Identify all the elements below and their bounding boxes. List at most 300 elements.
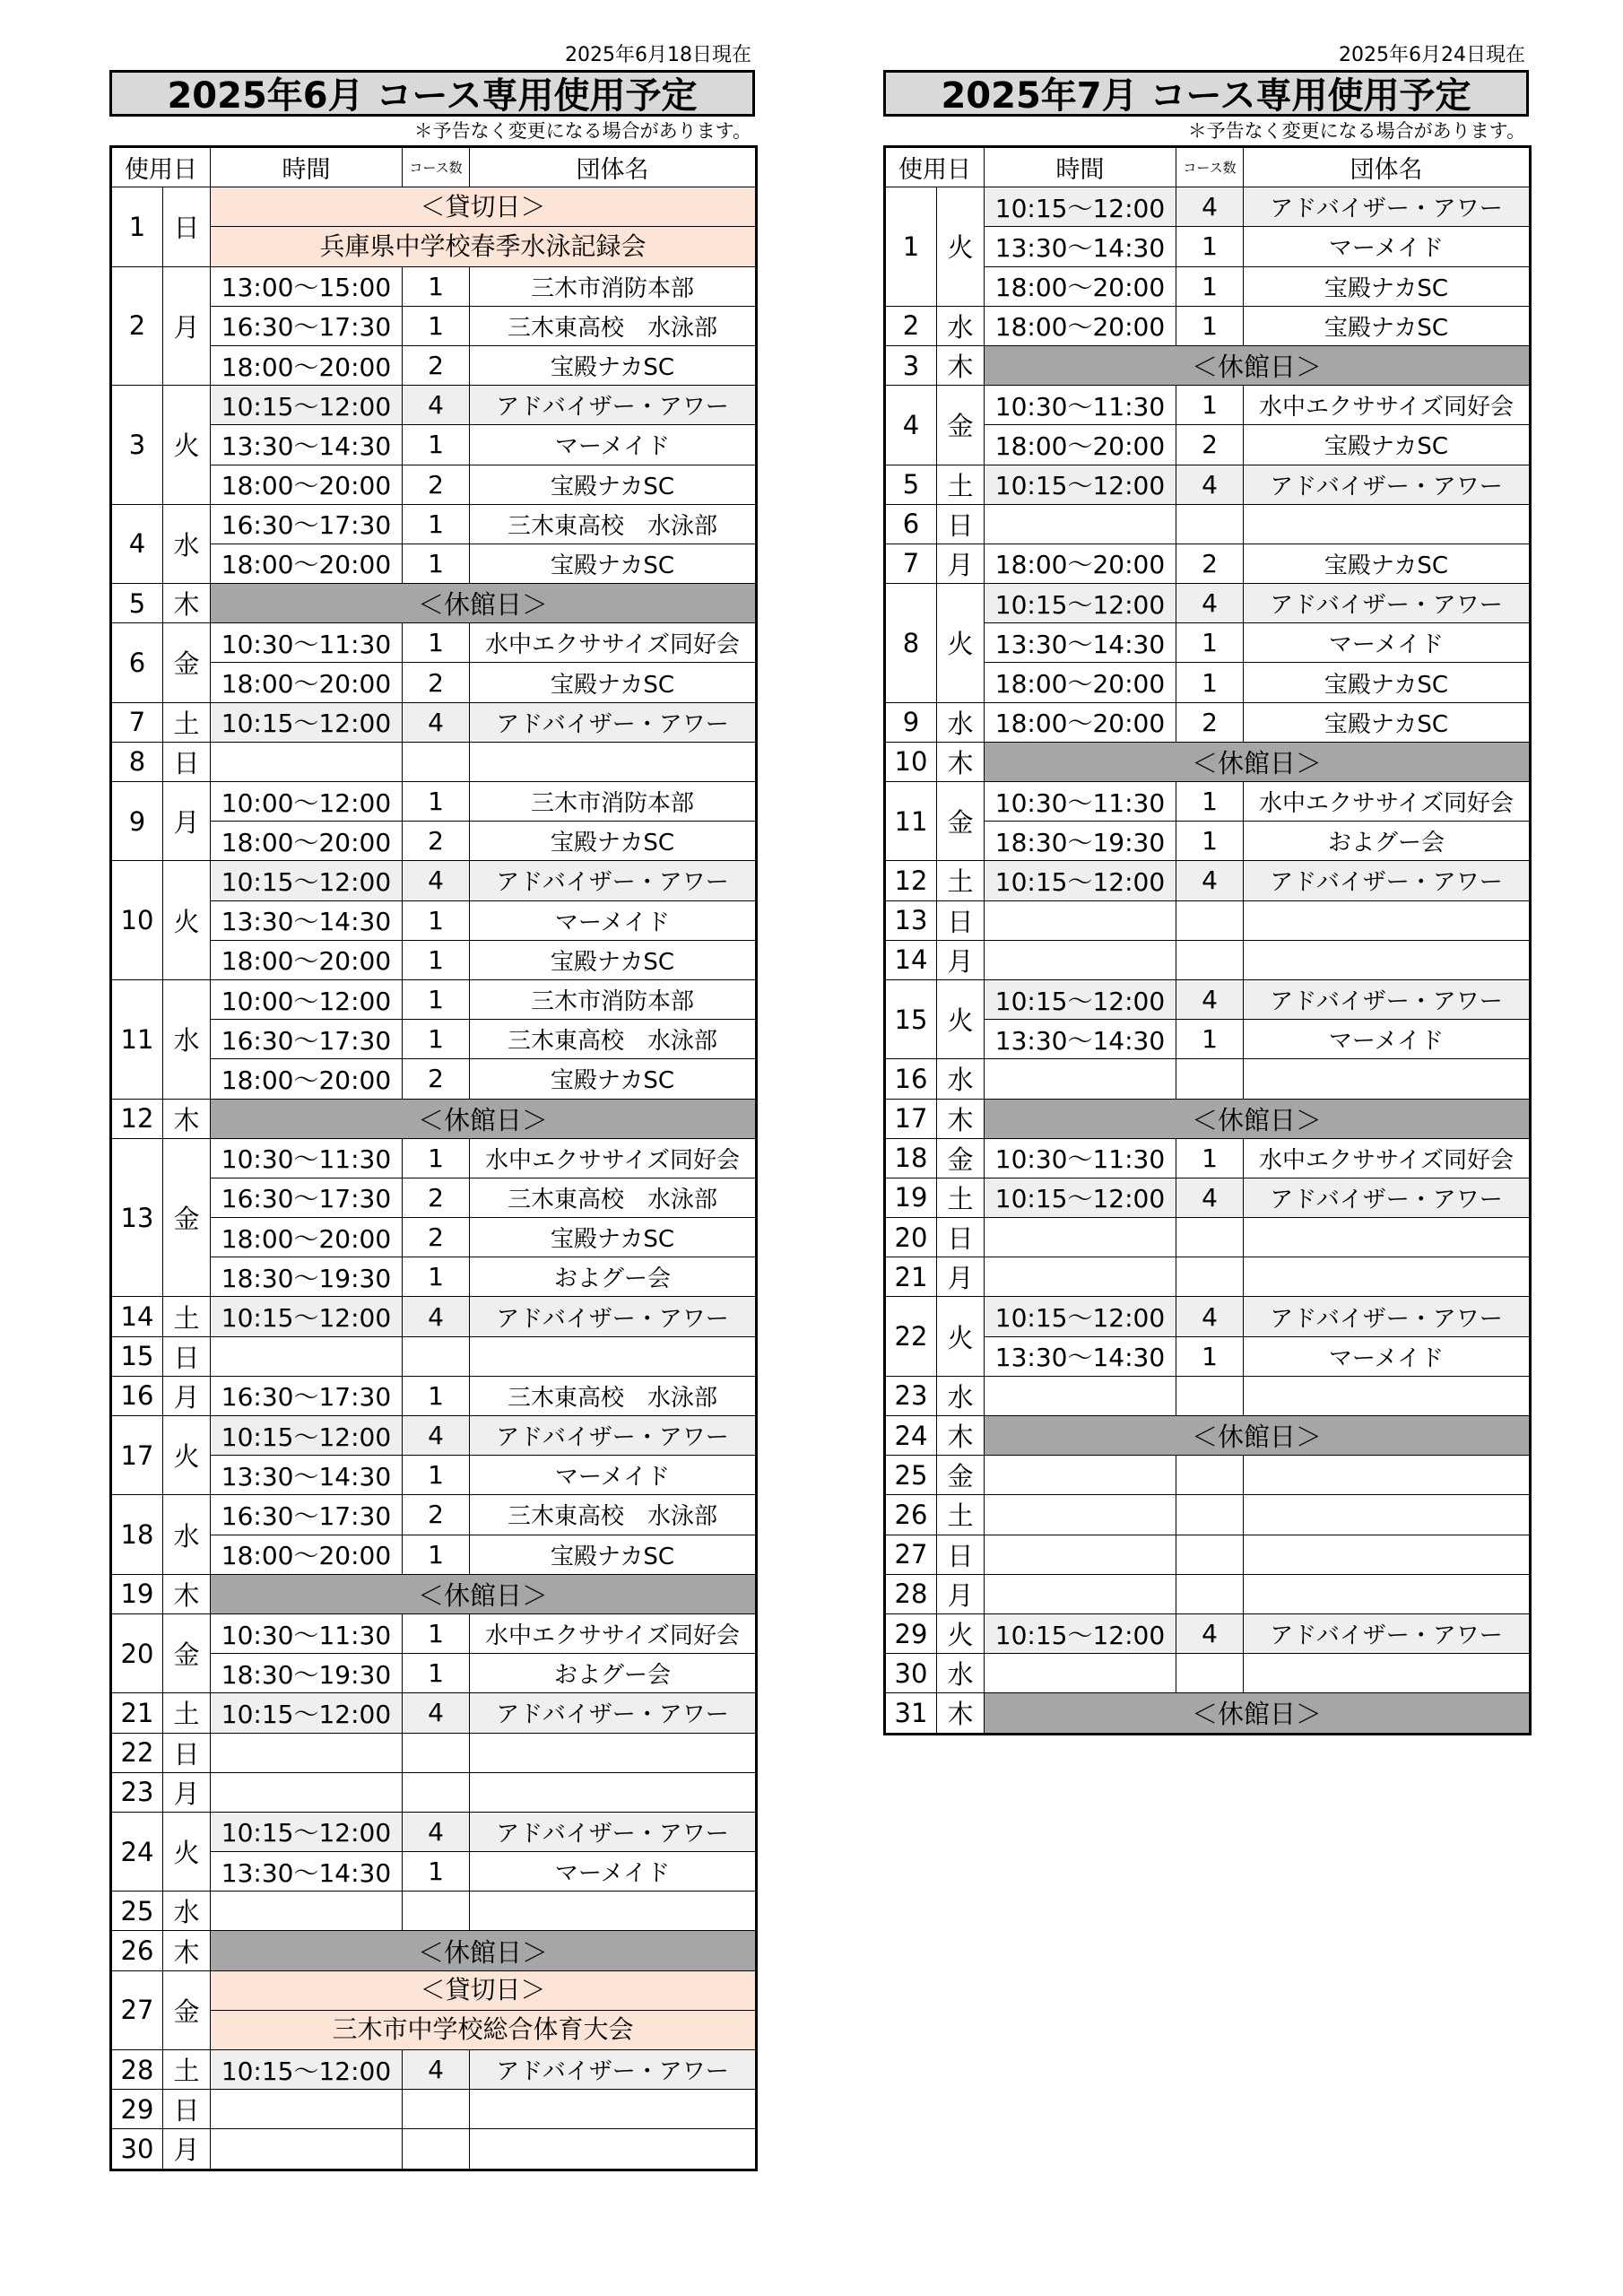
lane-count: 2 (1176, 702, 1244, 742)
time-slot (211, 742, 403, 781)
time-slot: 13:30～14:30 (985, 623, 1176, 663)
day-number: 15 (885, 979, 937, 1058)
weekday: 木 (937, 345, 985, 385)
day-row (111, 1099, 757, 1138)
day-number: 11 (885, 782, 937, 861)
lane-count (403, 1733, 470, 1772)
schedule-title: 2025年6月 コース専用使用予定 (109, 70, 755, 117)
reserved-day-label: ＜貸切日＞ (211, 187, 757, 227)
table-row (885, 1654, 1531, 1693)
day-number: 25 (885, 1456, 937, 1495)
lane-count: 2 (1176, 544, 1244, 583)
table-row (111, 2090, 757, 2129)
as-of-date: 2025年6月24日現在 (1339, 44, 1525, 66)
group-name: アドバイザー・アワー (470, 1416, 757, 1456)
group-name: 三木東高校 水泳部 (470, 504, 757, 544)
group-name: およグー会 (470, 1257, 757, 1297)
group-name: 三木東高校 水泳部 (470, 1376, 757, 1415)
table-row (885, 187, 1531, 227)
table-row (885, 465, 1531, 504)
time-slot: 16:30～17:30 (211, 1178, 403, 1217)
time-slot (211, 1892, 403, 1931)
group-name (1244, 1456, 1531, 1495)
lane-count: 1 (403, 623, 470, 663)
lane-count: 1 (1176, 266, 1244, 306)
day-number: 29 (885, 1613, 937, 1653)
time-slot: 10:15～12:00 (211, 1693, 403, 1733)
weekday: 日 (937, 900, 985, 940)
lane-count: 4 (1176, 1178, 1244, 1217)
time-slot: 16:30～17:30 (211, 504, 403, 544)
table-row (111, 1693, 757, 1733)
weekday: 木 (937, 1693, 985, 1734)
time-slot: 10:15～12:00 (211, 386, 403, 425)
table-row (885, 1574, 1531, 1613)
header-lanes: コース数 (1176, 147, 1244, 187)
group-name: 水中エクササイズ同好会 (470, 1138, 757, 1178)
table-row (885, 979, 1531, 1019)
day-number: 1 (885, 187, 937, 307)
table-row (111, 1733, 757, 1772)
day-number: 28 (111, 2050, 163, 2090)
day-number: 6 (885, 504, 937, 544)
table-row (111, 2050, 757, 2090)
reserved-event-name: 三木市中学校総合体育大会 (211, 2010, 757, 2049)
reserved-event-name: 兵庫県中学校春季水泳記録会 (211, 227, 757, 266)
header-time: 時間 (985, 147, 1176, 187)
weekday: 日 (937, 1535, 985, 1574)
weekday: 水 (163, 979, 211, 1099)
group-name: 水中エクササイズ同好会 (1244, 386, 1531, 425)
weekday: 火 (937, 1297, 985, 1376)
day-number: 24 (885, 1416, 937, 1456)
group-name (1244, 1535, 1531, 1574)
group-name: アドバイザー・アワー (470, 386, 757, 425)
closed-day-label: ＜休館日＞ (211, 1931, 757, 1970)
group-name (470, 2129, 757, 2170)
day-number: 7 (885, 544, 937, 583)
time-slot: 10:15～12:00 (211, 1812, 403, 1851)
closed-day-label: ＜休館日＞ (985, 742, 1531, 781)
time-slot: 10:30～11:30 (985, 782, 1176, 822)
lane-count: 1 (1176, 822, 1244, 861)
time-slot: 16:30～17:30 (211, 1376, 403, 1415)
group-name: アドバイザー・アワー (1244, 187, 1531, 227)
group-name: アドバイザー・アワー (470, 1812, 757, 1851)
time-slot (985, 1059, 1176, 1099)
time-slot: 18:00～20:00 (985, 425, 1176, 465)
weekday: 日 (937, 504, 985, 544)
lane-count (403, 1336, 470, 1376)
lane-count (1176, 1257, 1244, 1297)
closed-day-label: ＜休館日＞ (211, 1574, 757, 1613)
lane-count (1176, 1376, 1244, 1415)
lane-count: 2 (403, 1218, 470, 1257)
weekday: 土 (163, 1297, 211, 1336)
lane-count: 2 (403, 1178, 470, 1217)
day-row (111, 1574, 757, 1613)
schedule-table (883, 145, 1532, 1735)
table-row (885, 1059, 1531, 1099)
weekday: 水 (937, 306, 985, 345)
table-row (111, 386, 757, 425)
lane-count: 4 (1176, 187, 1244, 227)
day-number: 2 (111, 266, 163, 386)
group-name (470, 1892, 757, 1931)
group-name: 宝殿ナカSC (1244, 702, 1531, 742)
table-row (885, 1456, 1531, 1495)
day-number: 18 (885, 1138, 937, 1178)
reserved-day-label: ＜貸切日＞ (211, 1970, 757, 2010)
header-day: 使用日 (111, 147, 211, 187)
lane-count: 1 (403, 1613, 470, 1653)
lane-count: 1 (403, 979, 470, 1019)
closed-day-label: ＜休館日＞ (211, 1099, 757, 1138)
table-row (885, 782, 1531, 822)
time-slot: 10:15～12:00 (985, 1613, 1176, 1653)
time-slot: 10:00～12:00 (211, 782, 403, 822)
group-name: マーメイド (1244, 1020, 1531, 1059)
change-notice: ＊予告なく変更になる場合があります。 (413, 120, 751, 142)
day-number: 11 (111, 979, 163, 1099)
day-number: 5 (885, 465, 937, 504)
time-slot (211, 1733, 403, 1772)
table-row (885, 1495, 1531, 1535)
header-time: 時間 (211, 147, 403, 187)
time-slot: 10:15～12:00 (211, 1416, 403, 1456)
weekday: 水 (163, 1495, 211, 1574)
weekday: 木 (937, 1099, 985, 1138)
table-row (885, 1138, 1531, 1178)
day-number: 18 (111, 1495, 163, 1574)
lane-count: 1 (1176, 623, 1244, 663)
time-slot (985, 1456, 1176, 1495)
lane-count: 1 (1176, 1138, 1244, 1178)
lane-count (1176, 900, 1244, 940)
lane-count: 1 (403, 1257, 470, 1297)
lane-count: 1 (1176, 1336, 1244, 1376)
lane-count: 4 (1176, 465, 1244, 504)
day-row (885, 1693, 1531, 1734)
table-row (111, 266, 757, 306)
weekday: 水 (163, 504, 211, 583)
table-row (885, 1613, 1531, 1653)
lane-count: 1 (1176, 782, 1244, 822)
group-name: アドバイザー・アワー (1244, 979, 1531, 1019)
day-number: 20 (885, 1218, 937, 1257)
time-slot: 16:30～17:30 (211, 1495, 403, 1535)
lane-count: 1 (1176, 306, 1244, 345)
weekday: 金 (937, 1138, 985, 1178)
group-name (470, 1733, 757, 1772)
day-number: 23 (111, 1772, 163, 1812)
table-row (111, 1495, 757, 1535)
lane-count: 2 (403, 1059, 470, 1099)
day-number: 21 (885, 1257, 937, 1297)
time-slot: 10:15～12:00 (985, 1178, 1176, 1217)
day-row (885, 1099, 1531, 1138)
group-name (1244, 1218, 1531, 1257)
lane-count: 1 (403, 900, 470, 940)
lane-count (403, 1892, 470, 1931)
lane-count: 1 (403, 1456, 470, 1495)
day-number: 17 (885, 1099, 937, 1138)
closed-day-label: ＜休館日＞ (211, 584, 757, 623)
group-name: 宝殿ナカSC (470, 663, 757, 702)
day-number: 23 (885, 1376, 937, 1415)
weekday: 火 (163, 861, 211, 980)
weekday: 水 (937, 702, 985, 742)
lane-count: 2 (403, 345, 470, 385)
weekday: 日 (163, 2090, 211, 2129)
group-name: 宝殿ナカSC (1244, 266, 1531, 306)
time-slot: 18:00～20:00 (211, 1218, 403, 1257)
lane-count: 4 (1176, 584, 1244, 623)
day-number: 29 (111, 2090, 163, 2129)
lane-count (1176, 1456, 1244, 1495)
table-row (111, 1336, 757, 1376)
day-number: 15 (111, 1336, 163, 1376)
weekday: 土 (937, 861, 985, 900)
time-slot (985, 1574, 1176, 1613)
time-slot (985, 1257, 1176, 1297)
time-slot: 10:15～12:00 (985, 584, 1176, 623)
day-number: 24 (111, 1812, 163, 1891)
time-slot: 13:30～14:30 (985, 227, 1176, 266)
table-row (111, 861, 757, 900)
lane-count (403, 742, 470, 781)
weekday: 水 (163, 1892, 211, 1931)
time-slot: 10:15～12:00 (211, 702, 403, 742)
time-slot: 10:15～12:00 (985, 187, 1176, 227)
day-number: 30 (111, 2129, 163, 2170)
lane-count: 2 (403, 822, 470, 861)
time-slot (985, 1218, 1176, 1257)
weekday: 日 (937, 1218, 985, 1257)
group-name (470, 2090, 757, 2129)
group-name: アドバイザー・アワー (470, 861, 757, 900)
weekday: 土 (163, 702, 211, 742)
time-slot: 18:00～20:00 (211, 1059, 403, 1099)
day-number: 22 (885, 1297, 937, 1376)
day-number: 26 (111, 1931, 163, 1970)
weekday: 日 (163, 1733, 211, 1772)
group-name: 三木東高校 水泳部 (470, 1178, 757, 1217)
weekday: 日 (163, 1336, 211, 1376)
lane-count: 4 (1176, 979, 1244, 1019)
day-number: 26 (885, 1495, 937, 1535)
schedule-table (109, 145, 758, 2171)
time-slot (985, 504, 1176, 544)
group-name: 宝殿ナカSC (470, 465, 757, 504)
lane-count: 1 (1176, 227, 1244, 266)
time-slot: 10:15～12:00 (985, 979, 1176, 1019)
time-slot: 10:30～11:30 (985, 386, 1176, 425)
weekday: 日 (163, 187, 211, 266)
weekday: 日 (163, 742, 211, 781)
table-row (885, 584, 1531, 623)
table-row (111, 1376, 757, 1415)
lane-count: 1 (1176, 386, 1244, 425)
group-name: マーメイド (470, 1456, 757, 1495)
group-name: 宝殿ナカSC (470, 544, 757, 583)
closed-day-label: ＜休館日＞ (985, 1099, 1531, 1138)
lane-count: 1 (403, 504, 470, 544)
day-number: 12 (885, 861, 937, 900)
group-name (1244, 1257, 1531, 1297)
time-slot: 13:30～14:30 (211, 1852, 403, 1892)
time-slot: 10:00～12:00 (211, 979, 403, 1019)
time-slot: 10:15～12:00 (985, 465, 1176, 504)
group-name: アドバイザー・アワー (1244, 465, 1531, 504)
july-schedule-panel (883, 43, 1529, 1735)
table-row (111, 782, 757, 822)
time-slot: 18:00～20:00 (985, 266, 1176, 306)
time-slot: 18:00～20:00 (985, 702, 1176, 742)
header-lanes: コース数 (403, 147, 470, 187)
day-number: 3 (111, 386, 163, 505)
weekday: 水 (937, 1059, 985, 1099)
day-number: 25 (111, 1892, 163, 1931)
day-row (885, 345, 1531, 385)
day-number: 30 (885, 1654, 937, 1693)
group-name (1244, 1574, 1531, 1613)
table-row (885, 1297, 1531, 1336)
lane-count (1176, 1059, 1244, 1099)
day-number: 2 (885, 306, 937, 345)
day-number: 14 (885, 940, 937, 979)
group-name: 宝殿ナカSC (470, 1535, 757, 1574)
time-slot (985, 1535, 1176, 1574)
weekday: 月 (937, 1574, 985, 1613)
day-number: 8 (885, 584, 937, 703)
group-name: アドバイザー・アワー (470, 702, 757, 742)
lane-count: 1 (403, 425, 470, 465)
group-name: 三木東高校 水泳部 (470, 1020, 757, 1059)
weekday: 土 (937, 1178, 985, 1217)
weekday: 土 (937, 465, 985, 504)
group-name (1244, 940, 1531, 979)
group-name: アドバイザー・アワー (470, 1297, 757, 1336)
weekday: 金 (163, 623, 211, 702)
day-number: 13 (111, 1138, 163, 1297)
group-name: およグー会 (470, 1654, 757, 1693)
day-number: 27 (111, 1970, 163, 2049)
day-number: 10 (885, 742, 937, 781)
group-name: マーメイド (1244, 227, 1531, 266)
group-name: アドバイザー・アワー (1244, 1297, 1531, 1336)
weekday: 水 (937, 1654, 985, 1693)
time-slot: 18:00～20:00 (985, 663, 1176, 702)
group-name (470, 1772, 757, 1812)
group-name: 宝殿ナカSC (1244, 544, 1531, 583)
day-row (885, 742, 1531, 781)
weekday: 金 (163, 1613, 211, 1692)
lane-count (1176, 504, 1244, 544)
table-row (885, 1178, 1531, 1217)
lane-count: 4 (1176, 1297, 1244, 1336)
table-row (111, 1138, 757, 1178)
group-name: 水中エクササイズ同好会 (470, 1613, 757, 1653)
lane-count: 1 (403, 1535, 470, 1574)
day-number: 22 (111, 1733, 163, 1772)
table-row (885, 1376, 1531, 1415)
weekday: 火 (937, 187, 985, 307)
group-name: 宝殿ナカSC (470, 1218, 757, 1257)
day-number: 13 (885, 900, 937, 940)
day-number: 6 (111, 623, 163, 702)
header-row (885, 147, 1531, 187)
time-slot (211, 2090, 403, 2129)
weekday: 木 (163, 584, 211, 623)
weekday: 月 (163, 782, 211, 861)
group-name: 宝殿ナカSC (470, 822, 757, 861)
time-slot (985, 940, 1176, 979)
day-number: 27 (885, 1535, 937, 1574)
weekday: 火 (937, 979, 985, 1058)
group-name: およグー会 (1244, 822, 1531, 861)
day-number: 8 (111, 742, 163, 781)
group-name (1244, 1059, 1531, 1099)
group-name: アドバイザー・アワー (1244, 584, 1531, 623)
group-name: 宝殿ナカSC (1244, 425, 1531, 465)
lane-count (1176, 1654, 1244, 1693)
group-name (1244, 1376, 1531, 1415)
table-row (885, 386, 1531, 425)
change-notice: ＊予告なく変更になる場合があります。 (1187, 120, 1525, 142)
table-row (885, 940, 1531, 979)
lane-count: 4 (403, 1693, 470, 1733)
time-slot: 13:30～14:30 (211, 425, 403, 465)
group-name: マーメイド (470, 900, 757, 940)
time-slot: 10:30～11:30 (211, 1613, 403, 1653)
day-number: 4 (111, 504, 163, 583)
lane-count: 4 (403, 2050, 470, 2090)
lane-count: 4 (403, 386, 470, 425)
day-number: 4 (885, 386, 937, 465)
group-name (470, 1336, 757, 1376)
weekday: 月 (937, 1257, 985, 1297)
lane-count: 2 (403, 465, 470, 504)
weekday: 木 (163, 1099, 211, 1138)
june-schedule-panel (109, 43, 755, 2171)
time-slot: 10:30～11:30 (211, 623, 403, 663)
table-row (111, 623, 757, 663)
weekday: 水 (937, 1376, 985, 1415)
group-name: 宝殿ナカSC (470, 1059, 757, 1099)
weekday: 金 (937, 386, 985, 465)
lane-count (403, 1772, 470, 1812)
weekday: 木 (937, 742, 985, 781)
table-row (885, 1218, 1531, 1257)
day-number: 5 (111, 584, 163, 623)
day-number: 31 (885, 1693, 937, 1734)
lane-count (1176, 940, 1244, 979)
group-name: 三木東高校 水泳部 (470, 1495, 757, 1535)
day-row (111, 187, 757, 227)
day-number: 21 (111, 1693, 163, 1733)
weekday: 月 (163, 1772, 211, 1812)
as-of-date: 2025年6月18日現在 (565, 44, 751, 66)
group-name: 宝殿ナカSC (1244, 663, 1531, 702)
time-slot: 18:00～20:00 (211, 822, 403, 861)
weekday: 金 (163, 1138, 211, 1297)
group-name: 三木市消防本部 (470, 979, 757, 1019)
group-name: 水中エクササイズ同好会 (470, 623, 757, 663)
time-slot: 10:15～12:00 (211, 861, 403, 900)
lane-count: 4 (403, 861, 470, 900)
lane-count: 1 (403, 306, 470, 345)
